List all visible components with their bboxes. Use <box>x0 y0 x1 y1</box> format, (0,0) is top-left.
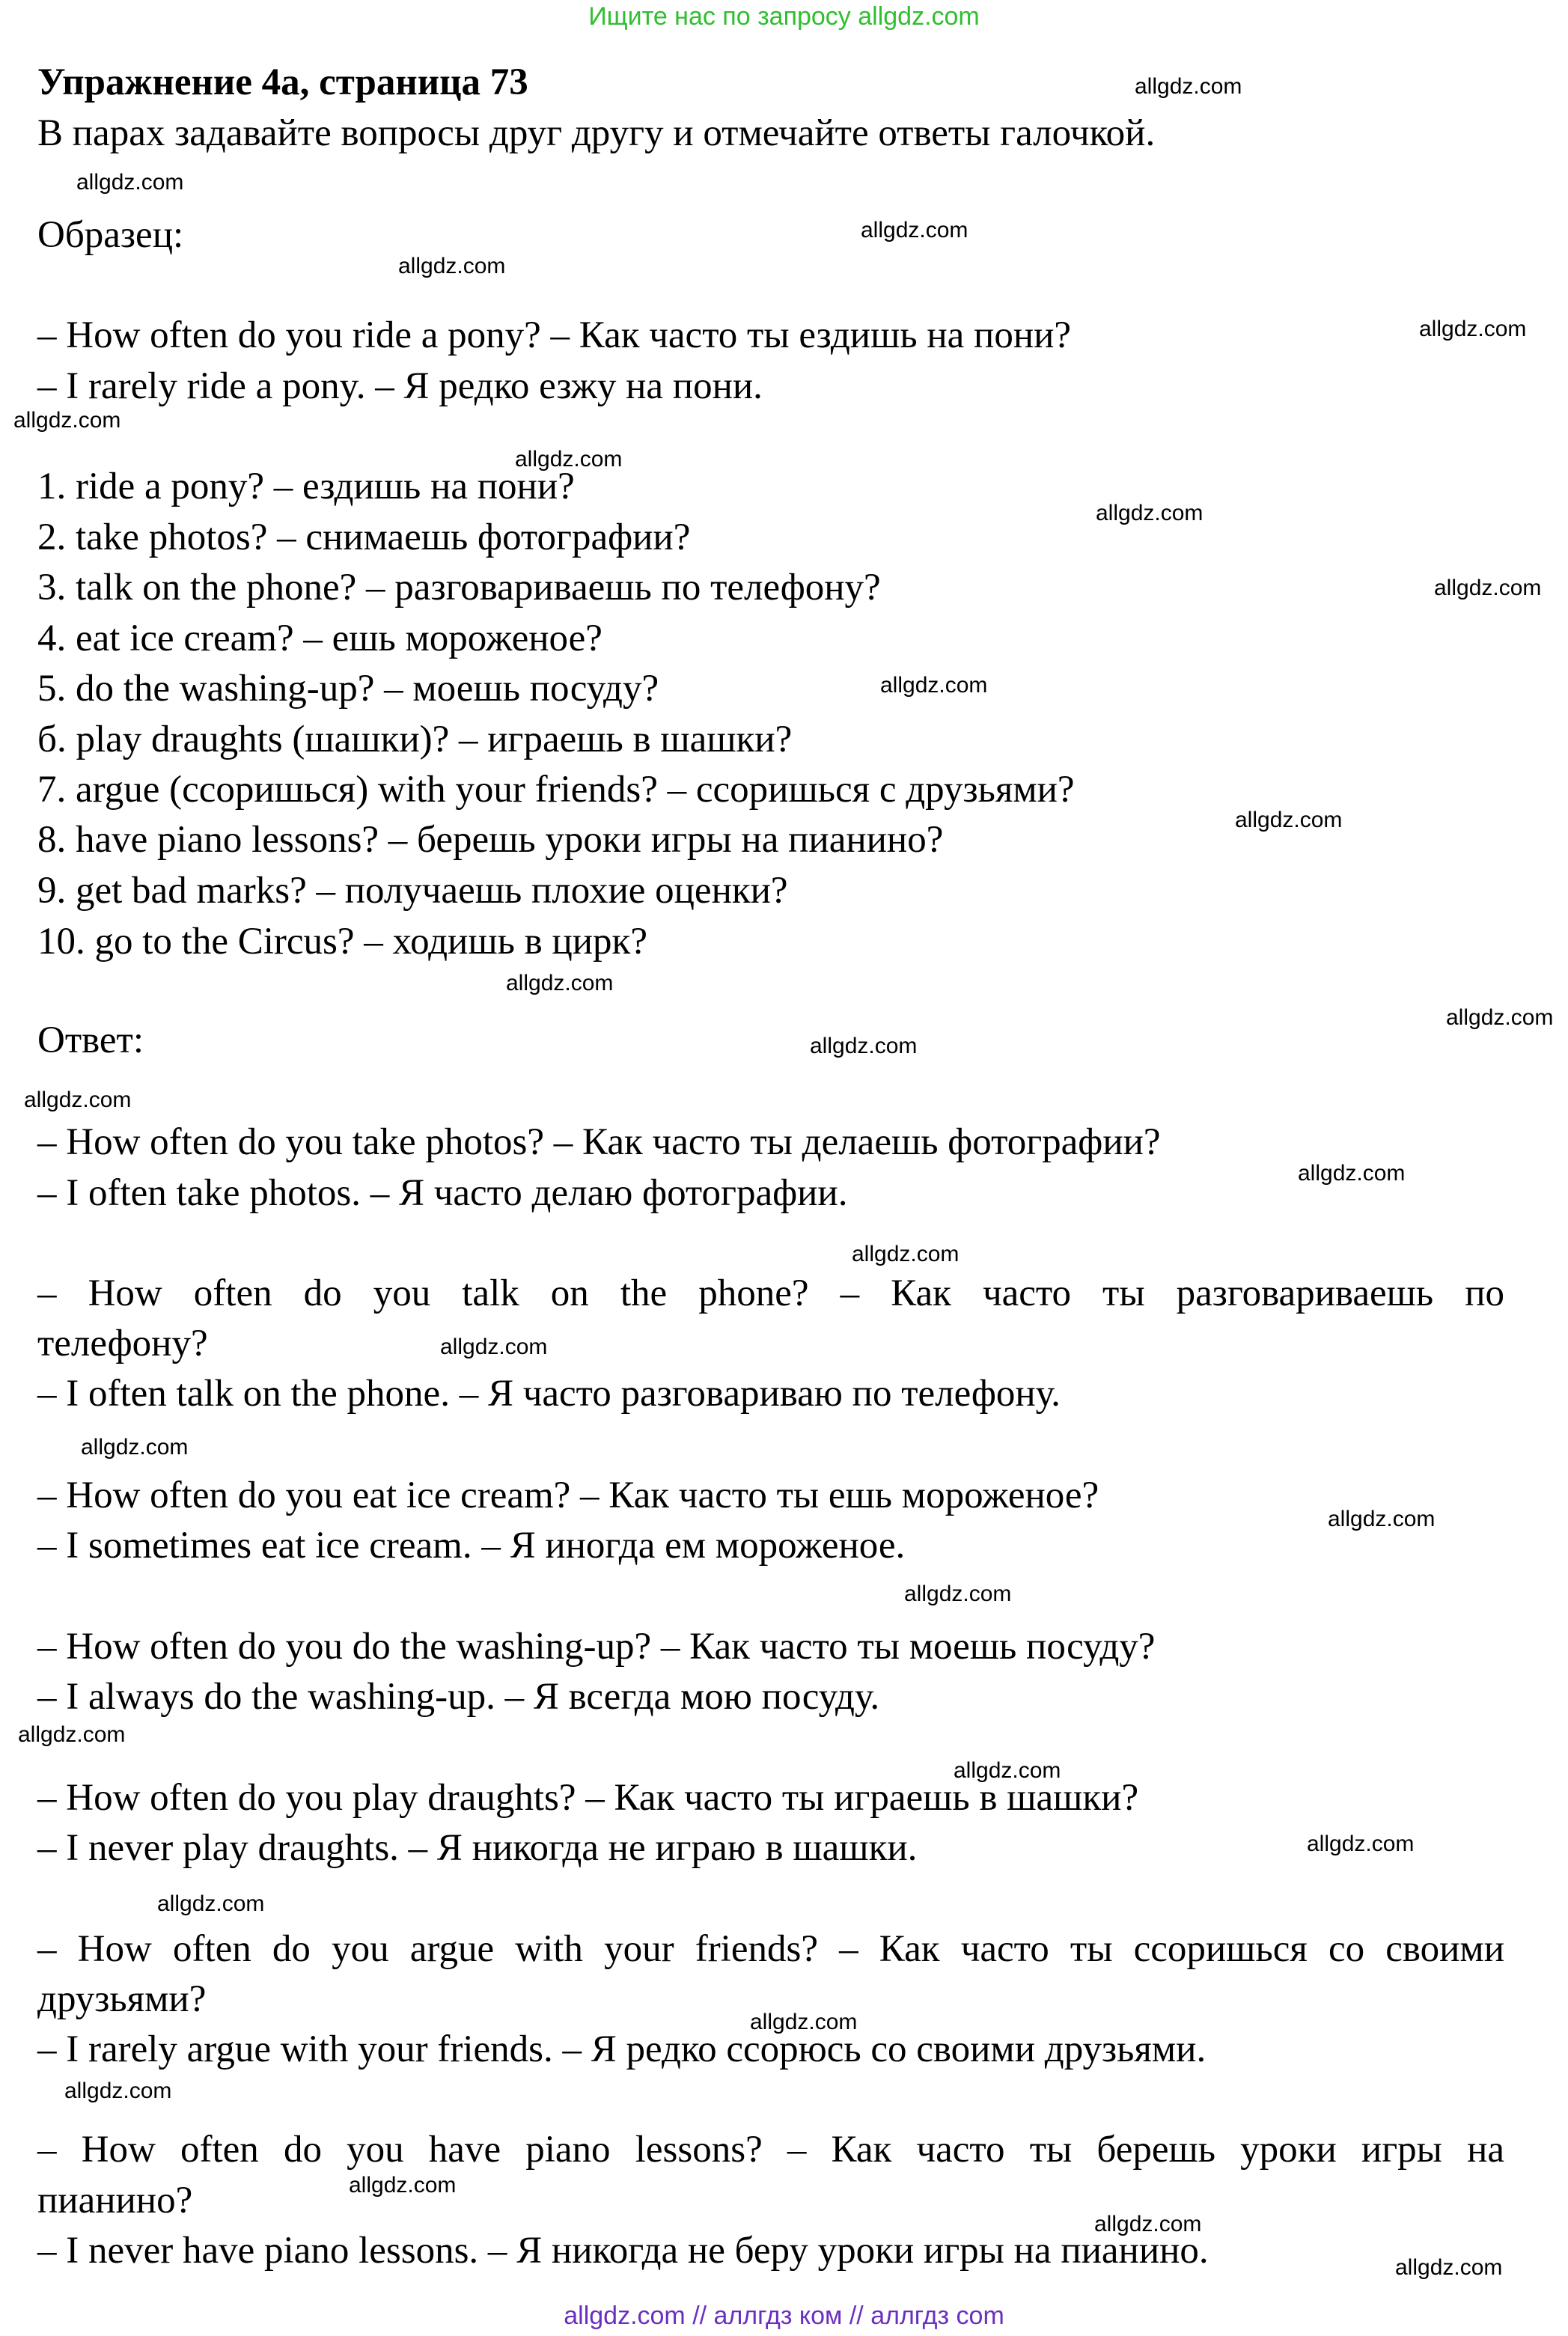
list-item: 2. take photos? – снимаешь фотографии? <box>37 516 691 558</box>
watermark: allgdz.com <box>1235 808 1343 832</box>
watermark: allgdz.com <box>1096 501 1204 525</box>
watermark: allgdz.com <box>440 1335 548 1359</box>
answer-question: – How often do you do the washing-up? – Как часто ты моешь посуду? <box>37 1626 1156 1668</box>
list-item: 1. ride a pony? – ездишь на пони? <box>37 466 575 507</box>
watermark: allgdz.com <box>515 447 623 472</box>
answer-question: – How often do you play draughts? – Как часто ты играешь в шашки? <box>37 1777 1139 1819</box>
answer-question: – How often do you take photos? – Как часто ты делаешь фотографии? <box>37 1121 1161 1163</box>
answer-reply: – I sometimes eat ice cream. – Я иногда ем мороженое. <box>37 1525 906 1567</box>
watermark: allgdz.com <box>861 218 968 243</box>
watermark: allgdz.com <box>13 408 121 433</box>
sample-question: – How often do you ride a pony? – Как часто ты ездишь на пони? <box>37 314 1072 356</box>
answer-question: – How often do you talk on the phone? – Как часто ты разговариваешь по <box>37 1272 1504 1314</box>
answer-reply: – I always do the washing-up. – Я всегда мою посуду. <box>37 1676 880 1718</box>
answer-question: – How often do you have piano lessons? – Как часто ты берешь уроки игры на <box>37 2129 1504 2171</box>
watermark: allgdz.com <box>1446 1005 1554 1030</box>
watermark: allgdz.com <box>76 170 184 195</box>
watermark: allgdz.com <box>24 1088 132 1112</box>
list-item: 9. get bad marks? – получаешь плохие оценки? <box>37 870 788 912</box>
list-item: 4. eat ice cream? – ешь мороженое? <box>37 617 603 659</box>
watermark: allgdz.com <box>1307 1832 1415 1856</box>
watermark: allgdz.com <box>18 1722 126 1747</box>
watermark: allgdz.com <box>1434 576 1542 600</box>
watermark: allgdz.com <box>1395 2255 1503 2280</box>
answer-reply: – I never play draughts. – Я никогда не играю в шашки. <box>37 1827 918 1869</box>
answer-reply: – I never have piano lessons. – Я никогда не беру уроки игры на пианино. <box>37 2230 1209 2272</box>
watermark: allgdz.com <box>398 254 506 278</box>
watermark: allgdz.com <box>81 1435 189 1460</box>
answer-heading: Ответ: <box>37 1019 144 1061</box>
watermark: allgdz.com <box>852 1242 960 1266</box>
page-title: Упражнение 4а, страница 73 <box>37 61 528 103</box>
watermark: allgdz.com <box>750 2010 858 2034</box>
watermark: allgdz.com <box>880 673 988 698</box>
answer-question: – How often do you argue with your friends? – Как часто ты ссоришься со своими <box>37 1928 1504 1970</box>
list-item: 5. do the washing-up? – моешь посуду? <box>37 668 659 710</box>
list-item: 7. argue (ссоришься) with your friends? – ссоришься с друзьями? <box>37 769 1075 811</box>
watermark: allgdz.com <box>1135 74 1242 99</box>
sample-answer: – I rarely ride a pony. – Я редко езжу на пони. <box>37 365 763 407</box>
list-item: 10. go to the Circus? – ходишь в цирк? <box>37 921 647 963</box>
watermark: allgdz.com <box>1298 1161 1406 1186</box>
bottom-banner[interactable]: allgdz.com // аллгдз ком // аллгдз com <box>564 2302 1004 2330</box>
list-item: 8. have piano lessons? – берешь уроки игры на пианино? <box>37 819 944 861</box>
answer-reply: – I rarely argue with your friends. – Я редко ссорюсь со своими друзьями. <box>37 2028 1206 2070</box>
watermark: allgdz.com <box>810 1034 918 1058</box>
answer-reply: – I often talk on the phone. – Я часто разговариваю по телефону. <box>37 1373 1061 1415</box>
watermark: allgdz.com <box>349 2173 457 2198</box>
watermark: allgdz.com <box>64 2079 172 2103</box>
watermark: allgdz.com <box>506 971 614 995</box>
watermark: allgdz.com <box>1094 2212 1202 2236</box>
watermark: allgdz.com <box>1419 317 1527 341</box>
answer-question-continued: телефону? <box>37 1323 208 1364</box>
watermark: allgdz.com <box>1328 1507 1436 1531</box>
sample-heading: Образец: <box>37 214 184 256</box>
top-banner[interactable]: Ищите нас по запросу allgdz.com <box>588 2 980 31</box>
answer-question-continued: друзьями? <box>37 1978 207 2020</box>
list-item: б. play draughts (шашки)? – играешь в шашки? <box>37 719 793 760</box>
answer-reply: – I often take photos. – Я часто делаю фотографии. <box>37 1172 848 1214</box>
watermark: allgdz.com <box>904 1582 1012 1606</box>
answer-question-continued: пианино? <box>37 2180 193 2221</box>
answer-question: – How often do you eat ice cream? – Как часто ты ешь мороженое? <box>37 1475 1099 1516</box>
instruction: В парах задавайте вопросы друг другу и отмечайте ответы галочкой. <box>37 112 1156 154</box>
list-item: 3. talk on the phone? – разговариваешь по телефону? <box>37 567 881 609</box>
watermark: allgdz.com <box>157 1891 265 1916</box>
watermark: allgdz.com <box>954 1758 1061 1783</box>
